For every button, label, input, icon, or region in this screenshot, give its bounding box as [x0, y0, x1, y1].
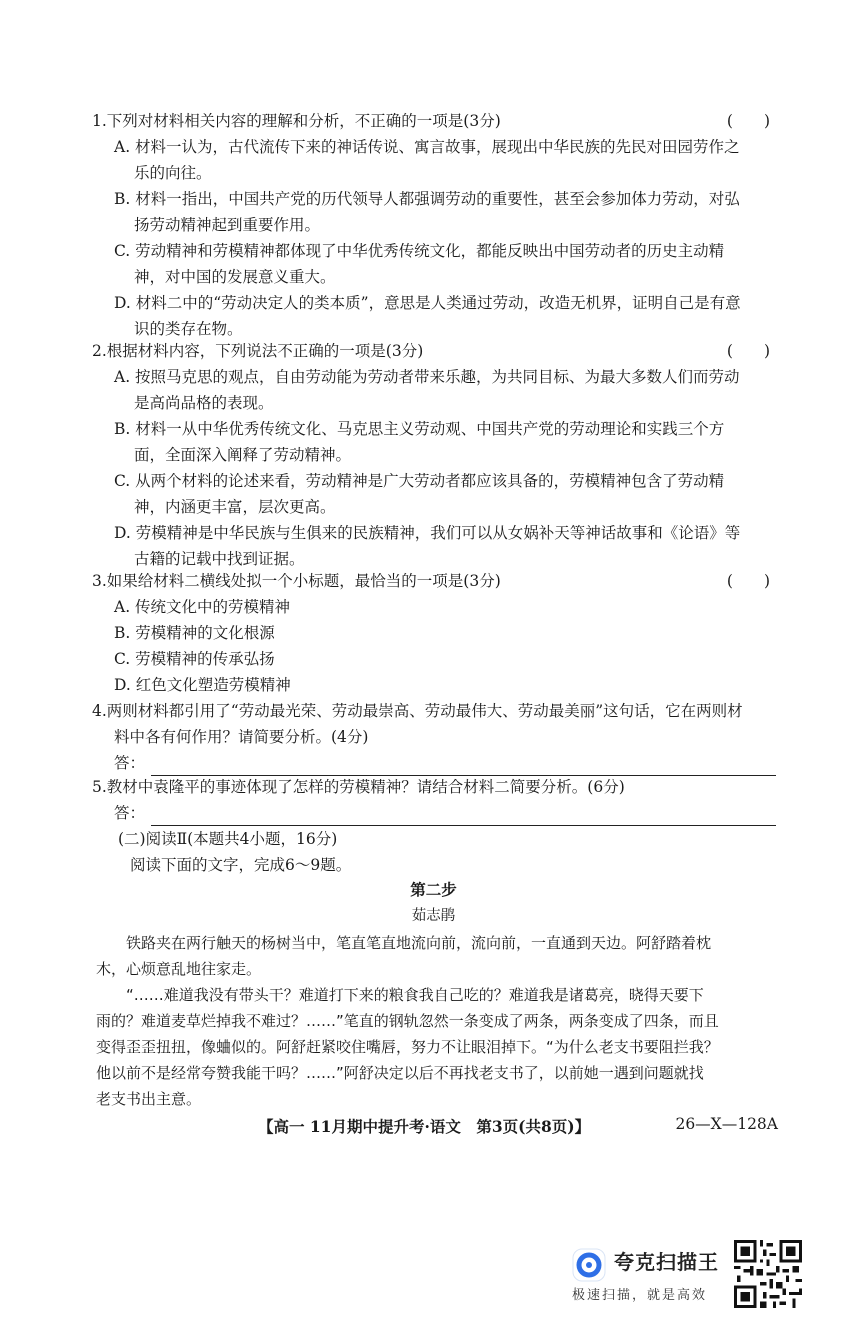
question-4	[92, 698, 776, 776]
option-c	[96, 238, 776, 290]
question-3-stem: 3.如果给材料二横线处拟一个小标题，最恰当的一项是(3分)	[92, 572, 501, 590]
option-d-line-1: D. 材料二中的“劳动决定人的类本质”，意思是人类通过劳动，改造无机界，证明自己是有意	[114, 294, 741, 312]
option-b-line-1: B. 材料一从中华优秀传统文化、马克思主义劳动观、中国共产党的劳动理论和实践三个方	[114, 420, 725, 438]
question-4-stem-line-2: 料中各有何作用？请简要分析。(4分)	[114, 728, 369, 746]
story-p2-line-4: 他以前不是经常夸赞我能干吗？……”阿舒决定以后不再找老支书了，以前她一遇到问题就找	[96, 1064, 704, 1082]
answer-line[interactable]	[96, 750, 776, 776]
question-2-stem: 2.根据材料内容，下列说法不正确的一项是(3分)	[92, 342, 424, 360]
option-b: B. 劳模精神的文化根源	[114, 624, 275, 642]
option-b-line-2: 面，全面深入阐释了劳动精神。	[134, 446, 352, 464]
story-p2-line-1: “……难道我没有带头干？难道打下来的粮食我自己吃的？难道我是诸葛亮，晓得天要下	[126, 986, 704, 1004]
option-d-line-2: 识的类存在物。	[134, 320, 243, 338]
question-5-stem: 5.教材中袁隆平的事迹体现了怎样的劳模精神？请结合材料二简要分析。(6分)	[92, 778, 625, 796]
option-c-line-2: 神，内涵更丰富，层次更高。	[134, 498, 336, 516]
option-a	[96, 364, 776, 416]
option-b	[96, 416, 776, 468]
answer-parentheses: ( )	[726, 112, 770, 130]
story-title: 第二步	[410, 880, 457, 899]
answer-label: 答：	[114, 804, 146, 822]
footer-code: 26—X—128A	[675, 1115, 778, 1133]
option-d-line-1: D. 劳模精神是中华民族与生俱来的民族精神，我们可以从女娲补天等神话故事和《论语》等	[114, 524, 741, 542]
scanner-logo-icon	[572, 1248, 606, 1282]
story-paragraph-2	[96, 982, 774, 1008]
question-1	[92, 108, 776, 342]
story-p2-line-5: 老支书出主意。	[96, 1090, 202, 1108]
story-body	[96, 930, 774, 1112]
story-author: 茹志鹃	[411, 908, 456, 924]
option-a	[96, 134, 776, 186]
answer-parentheses: ( )	[726, 342, 770, 360]
option-b-line-1: B. 材料一指出，中国共产党的历代领导人都强调劳动的重要性，甚至会参加体力劳动，对弘	[114, 190, 740, 208]
section-heading: (二)阅读Ⅱ(本题共4小题，16分)	[118, 830, 338, 848]
story-p1-line-2: 木，心烦意乱地往家走。	[96, 960, 262, 978]
option-b	[96, 186, 776, 238]
option-b-line-2: 扬劳动精神起到重要作用。	[134, 216, 321, 234]
qr-code-icon	[734, 1240, 802, 1308]
answer-label: 答：	[114, 754, 146, 772]
option-a-line-2: 是高尚品格的表现。	[134, 394, 274, 412]
section-instruction: 阅读下面的文字，完成6～9题。	[130, 856, 352, 874]
option-d-line-2: 古籍的记载中找到证据。	[134, 550, 305, 568]
option-d	[96, 290, 776, 342]
story-paragraph-1	[96, 930, 774, 956]
option-d	[96, 520, 776, 572]
page-footer	[258, 1115, 778, 1137]
option-a: A. 传统文化中的劳模精神	[114, 598, 291, 616]
option-a-line-1: A. 材料一认为，古代流传下来的神话传说、寓言故事，展现出中华民族的先民对田园劳作之	[114, 138, 740, 156]
question-1-stem: 1.下列对材料相关内容的理解和分析，不正确的一项是(3分)	[92, 112, 501, 130]
option-a-line-1: A. 按照马克思的观点，自由劳动能为劳动者带来乐趣，为共同目标、为最大多数人们而劳动	[114, 368, 740, 386]
answer-line[interactable]	[96, 800, 776, 826]
footer-page-info: 【高一 11月期中提升考·语文 第3页(共8页)】	[258, 1117, 591, 1136]
answer-parentheses: ( )	[726, 572, 770, 590]
story-p2-line-3: 变得歪歪扭扭，像蛐似的。阿舒赶紧咬住嘴唇，努力不让眼泪掉下。“为什么老支书要阻拦我？	[96, 1038, 719, 1056]
option-c-line-1: C. 从两个材料的论述来看，劳动精神是广大劳动者都应该具备的，劳模精神包含了劳动精	[114, 472, 725, 490]
option-c	[96, 468, 776, 520]
watermark-subtitle: 极速扫描，就是高效	[572, 1288, 708, 1303]
option-c: C. 劳模精神的传承弘扬	[114, 650, 275, 668]
story-p1-line-1: 铁路夹在两行触天的杨树当中，笔直笔直地流向前，流向前，一直通到天边。阿舒踏着枕	[126, 934, 712, 952]
question-5	[92, 774, 776, 826]
question-4-stem-line-1: 4.两则材料都引用了“劳动最光荣、劳动最崇高、劳动最伟大、劳动最美丽”这句话，它在两则材	[92, 702, 743, 720]
question-2	[92, 338, 776, 572]
answer-rule	[151, 807, 776, 826]
option-a-line-2: 乐的向往。	[134, 164, 212, 182]
question-3	[92, 568, 776, 698]
watermark-title: 夸克扫描王	[614, 1250, 719, 1274]
option-d: D. 红色文化塑造劳模精神	[114, 676, 291, 694]
story-p2-line-2: 雨的？难道麦草烂掉我不难过？……”笔直的钢轨忽然一条变成了两条，两条变成了四条，而且	[96, 1012, 719, 1030]
option-c-line-1: C. 劳动精神和劳模精神都体现了中华优秀传统文化，都能反映出中国劳动者的历史主动精	[114, 242, 725, 260]
option-c-line-2: 神，对中国的发展意义重大。	[134, 268, 336, 286]
